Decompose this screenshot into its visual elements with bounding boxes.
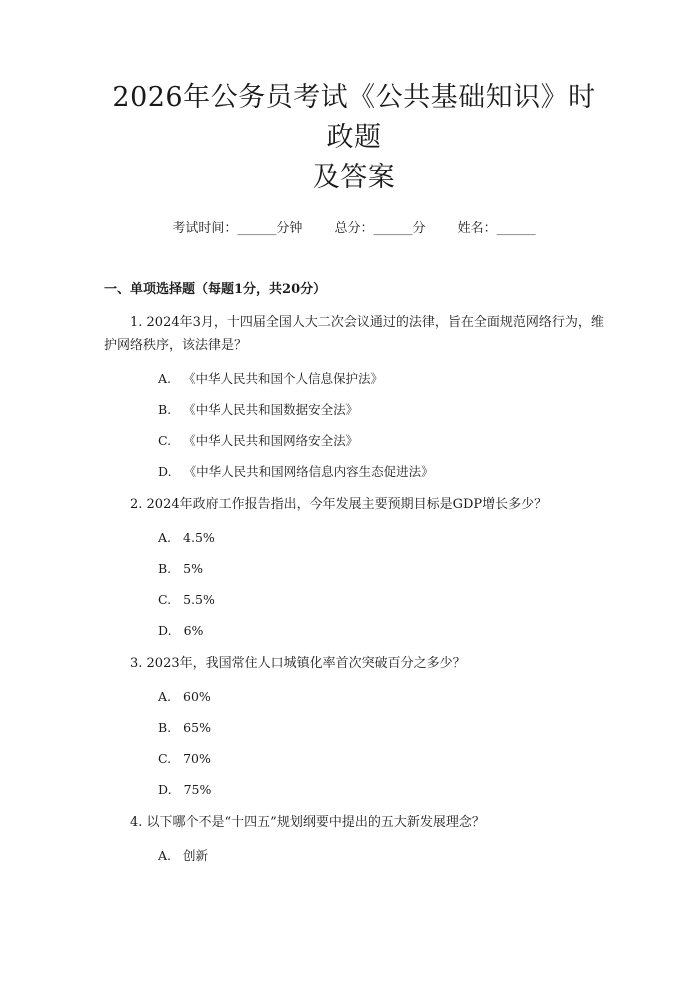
- exam-info-line: [104, 220, 604, 238]
- option-text: 4.5%: [183, 530, 215, 545]
- question-1-option-a: [158, 370, 604, 388]
- question-3-option-a: [158, 688, 604, 706]
- question-1-option-b: [158, 401, 604, 419]
- option-letter: B.: [158, 720, 172, 735]
- question-3-option-d: [158, 781, 604, 799]
- question-2-option-a: [158, 529, 604, 547]
- option-text: 《中华人民共和国数据安全法》: [183, 402, 359, 417]
- question-2-option-d: [158, 622, 604, 640]
- option-letter: C.: [158, 592, 172, 607]
- option-text: 75%: [183, 782, 212, 797]
- option-letter: C.: [158, 433, 172, 448]
- option-letter: A.: [158, 371, 172, 386]
- option-text: 60%: [183, 689, 211, 704]
- question-2-option-c: [158, 591, 604, 609]
- option-text: 创新: [183, 848, 209, 863]
- document-page: [0, 78, 700, 983]
- exam-time-field: 考试时间：______分钟: [172, 221, 303, 236]
- option-letter: D.: [158, 464, 172, 479]
- total-score-field: 总分：______分: [334, 221, 426, 236]
- name-field: 姓名：______: [457, 221, 536, 236]
- option-letter: A.: [158, 848, 172, 863]
- option-text: 《中华人民共和国个人信息保护法》: [183, 371, 384, 386]
- question-2-option-b: [158, 560, 604, 578]
- option-letter: B.: [158, 402, 172, 417]
- option-text: 5%: [183, 561, 204, 576]
- question-3-option-c: [158, 750, 604, 768]
- question-1-option-c: [158, 432, 604, 450]
- question-4: 4. 以下哪个不是“十四五”规划纲要中提出的五大新发展理念？: [130, 815, 485, 830]
- question-4-option-a: [158, 847, 604, 865]
- option-letter: B.: [158, 561, 172, 576]
- section-heading: 一、单项选择题（每题1分，共20分）: [104, 282, 327, 297]
- option-text: 6%: [183, 623, 204, 638]
- question-2: 2. 2024年政府工作报告指出，今年发展主要预期目标是GDP增长多少？: [130, 497, 548, 512]
- question-3-option-b: [158, 719, 604, 737]
- option-letter: A.: [158, 689, 172, 704]
- option-letter: A.: [158, 530, 172, 545]
- option-text: 《中华人民共和国网络安全法》: [183, 433, 359, 448]
- document-title: [104, 78, 604, 198]
- option-letter: C.: [158, 751, 172, 766]
- option-letter: D.: [158, 623, 172, 638]
- title-line-1: 2026年公务员考试《公共基础知识》时政题: [112, 82, 596, 153]
- option-text: 70%: [183, 751, 211, 766]
- option-letter: D.: [158, 782, 172, 797]
- question-3: 3. 2023年，我国常住人口城镇化率首次突破百分之多少？: [130, 656, 466, 671]
- title-line-2: 及答案: [312, 162, 396, 193]
- question-1: 1. 2024年3月，十四届全国人大二次会议通过的法律，旨在全面规范网络行为，维护网络秩序，该法律是？: [104, 315, 604, 353]
- option-text: 《中华人民共和国网络信息内容生态促进法》: [183, 464, 434, 479]
- option-text: 5.5%: [183, 592, 215, 607]
- option-text: 65%: [183, 720, 211, 735]
- question-1-option-d: [158, 463, 604, 481]
